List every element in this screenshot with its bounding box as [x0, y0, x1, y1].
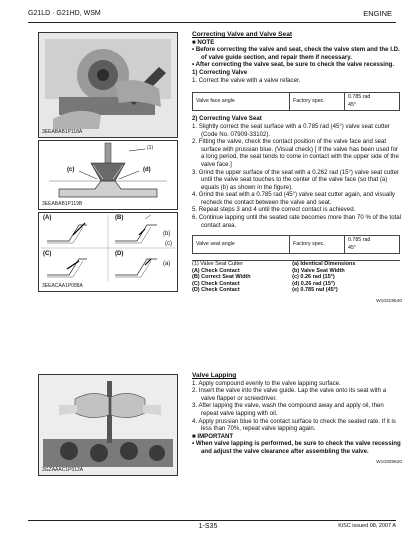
step: 1. Apply compound evenly to the valve lapping surface.: [192, 379, 341, 387]
spec-value: 0.785 rad 45°: [345, 93, 400, 111]
step: 4. Apply prussian blue to the contact surface to check the seated rate. If it is less than 70%, repeat valve lapping again.: [192, 417, 396, 433]
figure-caption: 3EEACAA1P088A: [42, 283, 83, 289]
figure-caption: 3EEABAB1P119B: [42, 201, 83, 207]
valve-lapping-illustration: [39, 375, 177, 475]
page-header: [28, 8, 396, 20]
step: 2. Fitting the valve, check the contact position of the valve face and seat surface with prussian blue. (Visual check) [ If the valve has been used for a long period, the seat tends to come in contact with the upper side of the valve face.]: [192, 138, 399, 168]
figure-valve-refacer: [38, 32, 178, 138]
figure-caption: 3EEABAB1P118A: [42, 129, 83, 135]
valve-face-angle-table: [192, 92, 400, 111]
label-a: (a): [163, 261, 171, 267]
figure-legend: (1) Valve Seat Cutter (a) Identical Dimensions (A) Check Contact (b) Valve Seat Width (B) Correct Seat Width (c) 0.26 rad (15°) (C) Check Contact (d) 0.26 rad (15°) (D) Check Contact (e) 0.785 rad (45°): [192, 260, 400, 294]
figure-valve-seat-cutter: [38, 140, 178, 210]
label-C: (C): [43, 251, 52, 257]
note-label: NOTE: [197, 38, 215, 46]
spec-value: 0.785 rad 45°: [345, 236, 400, 254]
header-rule: [28, 22, 396, 23]
section-valve-lapping: [192, 372, 402, 466]
reference-code: W10319540: [376, 298, 402, 304]
spec-label: Valve seat angle: [193, 236, 290, 254]
step: 5. Repeat steps 3 and 4 until the correct contact is achieved.: [192, 206, 356, 214]
label-b: (b): [163, 231, 171, 237]
valve-seat-angle-table: [192, 235, 400, 254]
label-B: (B): [115, 215, 124, 221]
issue-info: KiSC issued 08, 2007 A: [338, 523, 396, 529]
footer-rule: [28, 520, 396, 521]
step: 3. Grind the upper surface of the seat with a 0.262 rad (15°) valve seat cutter until the valve seat touches to the center of the valve face (so that (a) equals (b) as shown in the figure).: [192, 168, 400, 191]
important-item: • When valve lapping is performed, be sure to check the valve recessing and adjust the valve clearance after assembling the valve.: [192, 440, 401, 455]
spec-label: Valve face angle: [193, 93, 290, 111]
note-heading: ■ NOTE: [192, 38, 215, 46]
seat-contact-diagram: [39, 213, 177, 291]
section-title: Valve Lapping: [192, 372, 237, 379]
step: 2. Insert the valve into the valve guide. Lap the valve onto its seat with a valve flapper or screwdriver.: [192, 387, 387, 402]
step: 3. After lapping the valve, wash the compound away and apply oil, then repeat valve lapping with oil.: [192, 402, 384, 417]
valve-refacer-illustration: [39, 33, 177, 137]
label-D: (D): [115, 251, 124, 257]
label-c: (c): [67, 167, 75, 173]
label-d: (d): [143, 167, 151, 173]
header-section: ENGINE: [363, 9, 392, 18]
important-label: IMPORTANT: [197, 432, 234, 440]
important-heading: ■ IMPORTANT: [192, 432, 234, 440]
valve-seat-cutter-diagram: [39, 141, 177, 209]
section-correcting-valve: [192, 31, 402, 306]
note-item: • Before correcting the valve and seat, check the valve stem and the I.D. of valve guide section, and repair them if necessary.: [192, 46, 400, 61]
subsection-title: 2) Correcting Valve Seat: [192, 115, 262, 123]
note-item: • After correcting the valve seat, be sure to check the valve recessing.: [192, 61, 395, 69]
step: 1. Slightly correct the seat surface with a 0.785 rad (45°) valve seat cutter (Code No. 07909-33102).: [192, 122, 390, 138]
figure-valve-lapping: [38, 374, 178, 476]
header-model: G21LD · G21HD, WSM: [28, 10, 101, 17]
spec-factory: Factory spec.: [290, 93, 345, 111]
step: 1. Correct the valve with a valve refacer.: [192, 76, 301, 84]
figure-caption: 3GZAAAC1P012A: [42, 467, 84, 473]
label-1: (1): [147, 145, 154, 151]
subsection-title: 1) Correcting Valve: [192, 68, 248, 76]
step: 4. Grind the seat with a 0.785 rad (45°) valve seat cutter again, and visually recheck the contact between the valve and seat.: [192, 191, 395, 206]
label-c-angle: (c): [165, 241, 172, 247]
label-A: (A): [43, 215, 52, 221]
step: 6. Continue lapping until the seated rate becomes more than 70 % of the total contact area.: [192, 214, 402, 229]
spec-factory: Factory spec.: [290, 236, 345, 254]
reference-code: W10309620: [376, 459, 402, 465]
figure-seat-contact-check: [38, 212, 178, 292]
page-number: 1-S35: [198, 523, 218, 530]
section-title: Correcting Valve and Valve Seat: [192, 31, 293, 38]
